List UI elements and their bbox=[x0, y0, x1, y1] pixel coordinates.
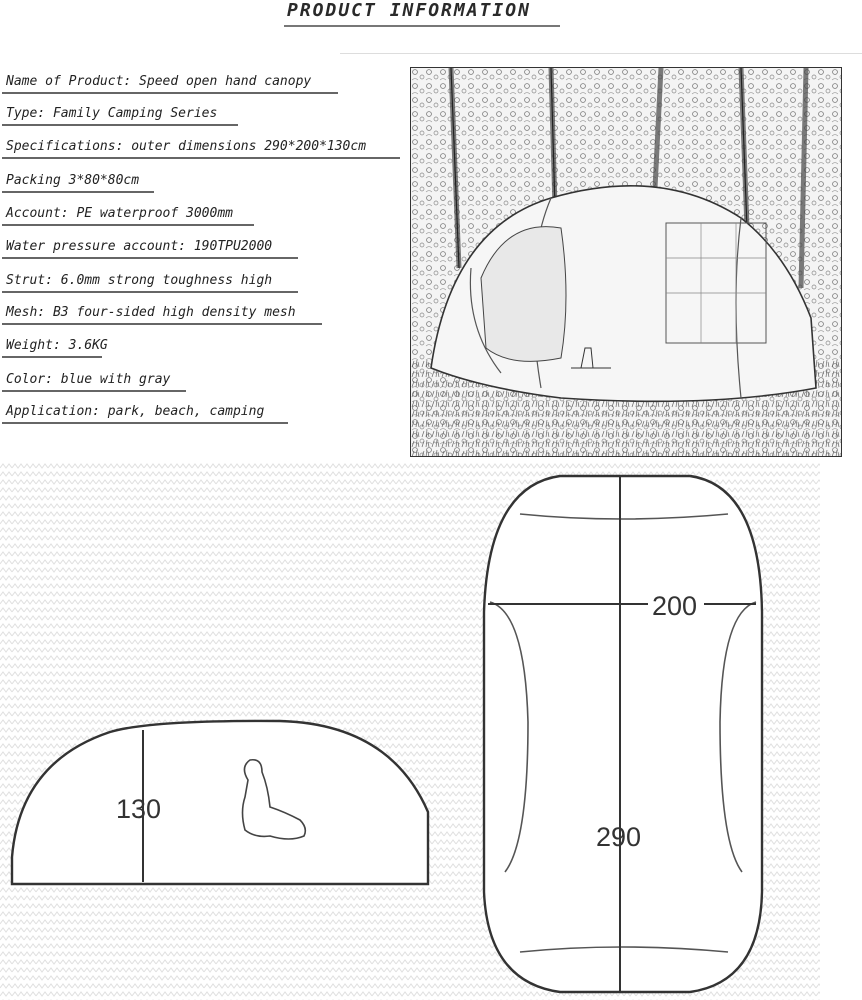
spec-strut: Strut: 6.0mm strong toughness high bbox=[6, 273, 273, 288]
spec-rule bbox=[2, 224, 254, 226]
dimension-diagram bbox=[0, 462, 862, 1000]
spec-rule bbox=[2, 257, 298, 259]
spec-weight: Weight: 3.6KG bbox=[6, 338, 108, 353]
spec-color: Color: blue with gray bbox=[6, 372, 171, 387]
dimension-drawing bbox=[0, 462, 862, 1000]
spec-rule bbox=[2, 390, 186, 392]
title-underline bbox=[284, 25, 560, 27]
tent-photo-sketch bbox=[410, 67, 842, 457]
spec-rule bbox=[2, 422, 288, 424]
spec-rule bbox=[2, 124, 238, 126]
spec-rule bbox=[2, 291, 298, 293]
page-title: PRODUCT INFORMATION bbox=[287, 0, 531, 21]
spec-rule bbox=[2, 323, 322, 325]
width-label: 200 bbox=[652, 591, 698, 621]
spec-specifications: Specifications: outer dimensions 290*200*130cm bbox=[6, 139, 367, 154]
title-divider bbox=[340, 53, 862, 54]
spec-rule bbox=[2, 157, 400, 159]
spec-mesh: Mesh: B3 four-sided high density mesh bbox=[6, 305, 296, 320]
spec-application: Application: park, beach, camping bbox=[6, 404, 265, 419]
tent-sketch-illustration bbox=[411, 68, 841, 456]
spec-packing: Packing 3*80*80cm bbox=[6, 173, 140, 188]
spec-account: Account: PE waterproof 3000mm bbox=[6, 206, 233, 221]
spec-rule bbox=[2, 92, 338, 94]
spec-rule bbox=[2, 191, 154, 193]
spec-type: Type: Family Camping Series bbox=[6, 106, 218, 121]
length-label: 290 bbox=[596, 822, 642, 852]
height-label: 130 bbox=[116, 794, 162, 824]
spec-rule bbox=[2, 356, 102, 358]
spec-name: Name of Product: Speed open hand canopy bbox=[6, 74, 312, 89]
spec-water-pressure: Water pressure account: 190TPU2000 bbox=[6, 239, 273, 254]
